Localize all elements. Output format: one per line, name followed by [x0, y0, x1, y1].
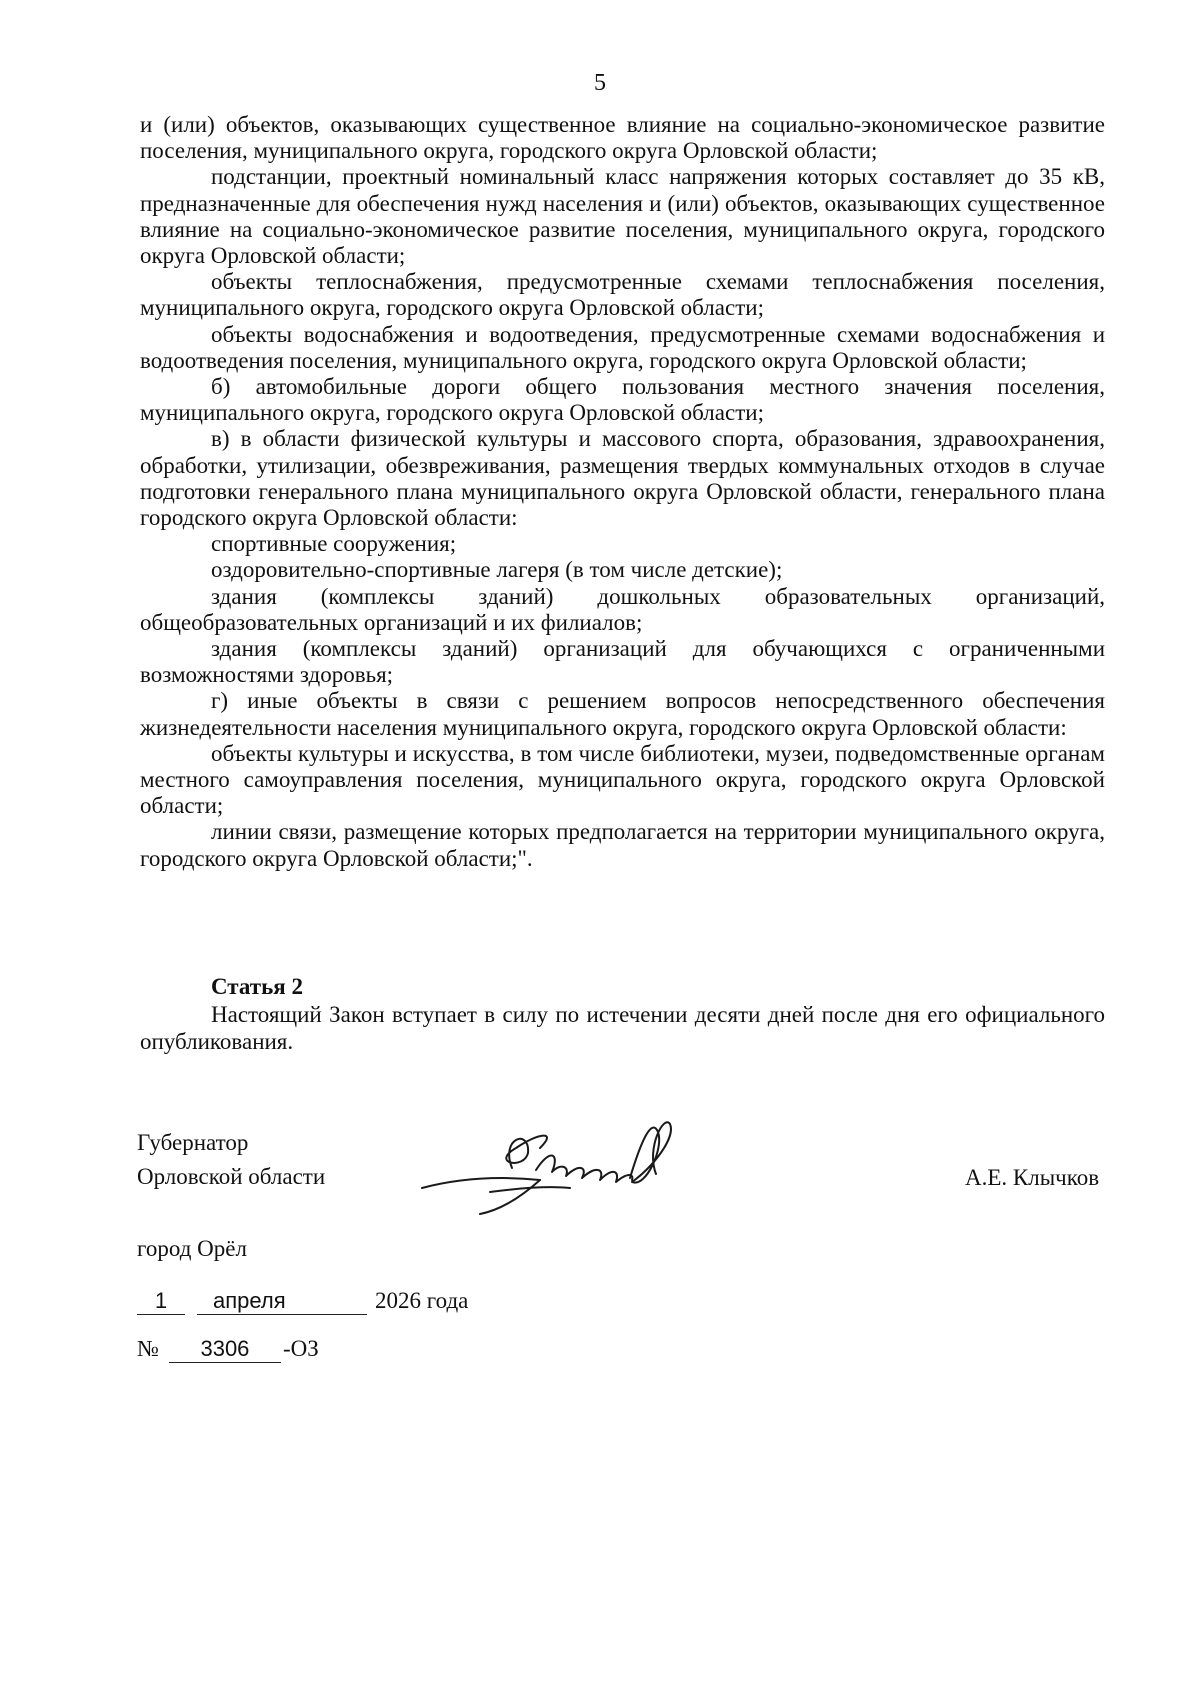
body-paragraph: в) в области физической культуры и массового спорта, образования, здравоохранения, обработки, утилизации, обезвреживания, размещения твердых коммунальных отходов в случае подготовки генерального плана муниципального округа Орловской области, генерального плана городского округа Орловской области: [140, 426, 1105, 531]
signatory-title-line-1: Губернатор [137, 1130, 249, 1155]
body-paragraph: объекты культуры и искусства, в том числе библиотеки, музеи, подведомственные органам местного самоуправления поселения, муниципального округа, городского округа Орловской области; [140, 740, 1105, 819]
date-year: 2026 года [375, 1288, 469, 1313]
article-title: Статья 2 [211, 974, 303, 999]
article-text: Настоящий Закон вступает в силу по истечении десяти дней после дня его официального опубликования. [140, 1002, 1105, 1054]
body-paragraph: спортивные сооружения; [211, 531, 457, 557]
article-text-block [140, 1001, 1105, 1055]
body-paragraph: г) иные объекты в связи с решением вопросов непосредственного обеспечения жизнедеятельности населения муниципального округа, городского округа Орловской области: [140, 688, 1105, 740]
city-line: город Орёл [137, 1236, 247, 1261]
body-paragraph: здания (комплексы зданий) организаций для обучающихся с ограниченными возможностями здоровья; [140, 636, 1105, 688]
body-paragraph: и (или) объектов, оказывающих существенное влияние на социально-экономическое развитие поселения, муниципального округа, городского округа Орловской области; [140, 112, 1105, 164]
body-paragraph: здания (комплексы зданий) дошкольных образовательных организаций, общеобразовательных организаций и их филиалов; [140, 583, 1105, 635]
signatory-title-line-2: Орловской области [137, 1164, 326, 1189]
signature-stroke-flourish [630, 1122, 671, 1182]
date-month: апреля [197, 1288, 367, 1315]
body-paragraph: оздоровительно-спортивные лагеря (в том числе детские); [211, 557, 783, 583]
date-day: 1 [137, 1288, 185, 1315]
signature-stroke-main [536, 1156, 632, 1182]
signatory-title [137, 1126, 325, 1194]
signatory-name: А.Е. Клычков [965, 1165, 1100, 1190]
signature-stroke-tail [480, 1180, 540, 1214]
body-paragraph: подстанции, проектный номинальный класс напряжения которых составляет до 35 кВ, предназначенные для обеспечения нужд населения и (или) объектов, оказывающих существенное влияние на социально-экономическое развитие поселения, муниципального округа, городского округа Орловской области; [140, 164, 1105, 269]
number-sign: № [137, 1336, 159, 1361]
number-suffix: -ОЗ [282, 1336, 319, 1361]
handwritten-signature [420, 1108, 690, 1218]
law-body-text [140, 112, 1105, 872]
signature-stroke-lead [422, 1178, 540, 1188]
body-paragraph: объекты теплоснабжения, предусмотренные схемами теплоснабжения поселения, муниципального округа, городского округа Орловской области; [140, 269, 1105, 321]
body-paragraph: линии связи, размещение которых предполагается на территории муниципального округа, городского округа Орловской области;". [140, 819, 1105, 871]
law-number-line [137, 1334, 319, 1364]
body-paragraph: б) автомобильные дороги общего пользования местного значения поселения, муниципального округа, городского округа Орловской области; [140, 374, 1105, 426]
page-number: 5 [594, 70, 606, 96]
date-line [137, 1286, 468, 1316]
law-number: 3306 [169, 1336, 281, 1363]
body-paragraph: объекты водоснабжения и водоотведения, предусмотренные схемами водоснабжения и водоотведения поселения, муниципального округа, городского округа Орловской области; [140, 321, 1105, 373]
